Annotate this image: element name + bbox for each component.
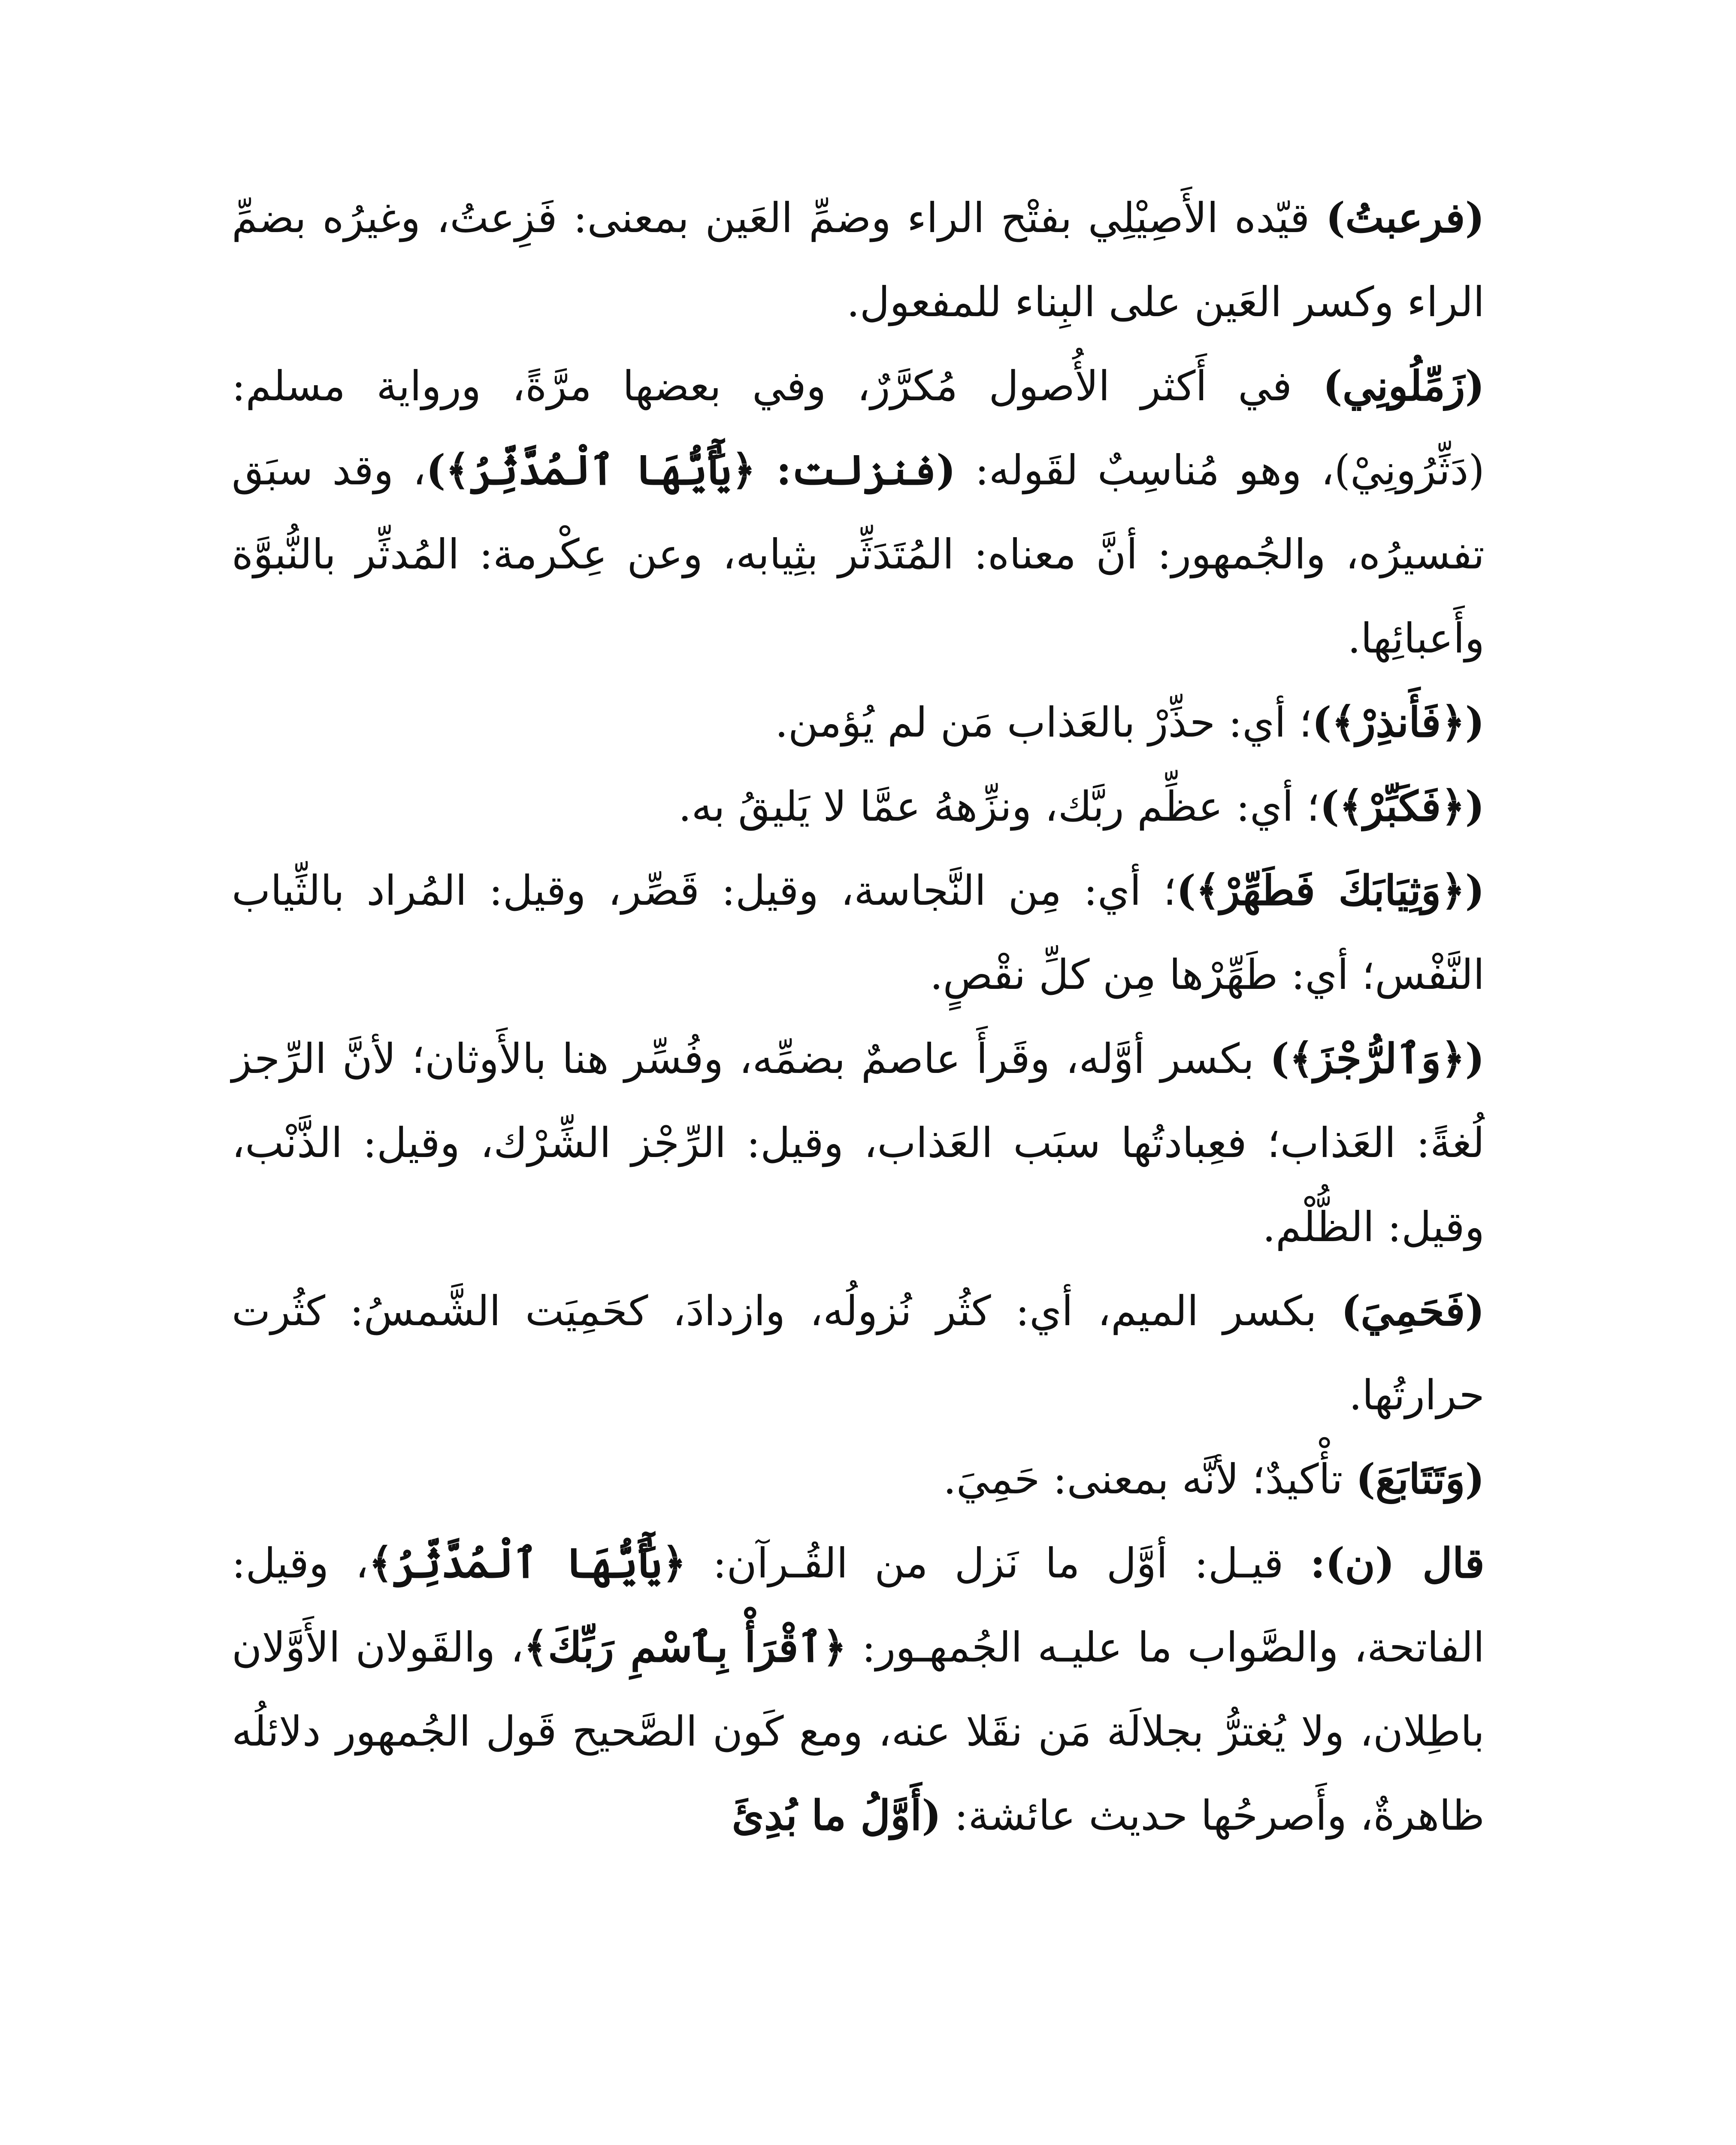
- paragraph-fariabtu: [232, 176, 1485, 344]
- lemma-fahamiya: (فَحَمِيَ): [1341, 1287, 1485, 1335]
- paragraph-text: قيـل: أوَّل ما نَزل من القُـرآن:: [686, 1539, 1310, 1587]
- quran-verse-fa-andhir: (﴿فَأَنذِرْ﴾): [1312, 698, 1485, 746]
- quran-verse-fa-kabbir: (﴿فَكَبِّرْ﴾): [1319, 782, 1485, 831]
- paragraph-qala-nawawi: [232, 1521, 1485, 1858]
- quran-verse-muddaththir: (فنزلت: ﴿يَٰٓأَيُّهَا ٱلْمُدَّثِّرُ﴾): [426, 446, 956, 494]
- paragraph-text: ؛ أي: عظِّم ربَّك، ونزِّههُ عمَّا لا يَليقُ به.: [678, 782, 1320, 831]
- paragraph-text: قيّده الأَصِيْلِي بفتْح الراء وضمِّ العَين بمعنى: فَزِعتُ، وغيرُه بضمِّ الراء وكسر العَين على البِناء للمفعول.: [232, 194, 1485, 326]
- paragraph-text: ، وقيل: الفاتحة، والصَّواب ما عليـه الجُمهـور:: [232, 1539, 1485, 1671]
- lemma-qala-n: قال (ن):: [1310, 1539, 1485, 1587]
- lemma-tatabaa: (وَتَتَابَعَ): [1356, 1455, 1485, 1503]
- paragraph-thiyabaka: [232, 849, 1485, 1017]
- lemma-zammiluni: (زَمِّلُونِي): [1323, 362, 1485, 410]
- paragraph-text: ؛ أي: مِن النَّجاسة، وقيل: قَصِّر، وقيل: المُراد بالثِّياب النَّفْس؛ أي: طَهِّرْها مِن كلِّ نقْصٍ.: [232, 867, 1485, 999]
- paragraph-text: تأْكيدٌ؛ لأنَّه بمعنى: حَمِيَ.: [943, 1455, 1356, 1503]
- paragraph-text: ؛ أي: حذِّرْ بالعَذاب مَن لم يُؤمن.: [775, 698, 1313, 746]
- paragraph-fa-kabbir: [232, 764, 1485, 849]
- quran-verse-thiyabaka: (﴿وَثِيَابَكَ فَطَهِّرْ﴾): [1176, 866, 1485, 915]
- paragraph-fahamiya: [232, 1269, 1485, 1437]
- paragraph-text: ، والقَولان الأَوَّلان باطِلان، ولا يُغترُّ بجلالَة مَن نقَلا عنه، ومع كَون الصَّحيح قَول الجُمهور دلائلُه ظاهرةٌ، وأَصرحُها حديث عائشة:: [232, 1623, 1485, 1840]
- lemma-fariabtu: (فرعبتُ): [1325, 193, 1485, 242]
- main-text: [232, 176, 1485, 1858]
- quran-verse-rujz: (﴿وَٱلرُّجْزَ﴾): [1270, 1034, 1485, 1083]
- paragraph-text: بكسر أوَّله، وقَرأَ عاصمٌ بضمِّه، وفُسِّر هنا بالأَوثان؛ لأنَّ الرِّجز لُغةً: العَذاب؛ فعِبادتُها سبَب العَذاب، وقيل: الرِّجْز الشِّرْك، وقيل: الذَّنْب، وقيل: الظُّلْم.: [232, 1035, 1485, 1251]
- paragraph-text: في أَكثر الأُصول مُكرَّرٌ، وفي بعضها مرَّةً، ورواية مسلم: (دَثِّرُونِيْ)، وهو مُناسِبٌ لقَوله:: [232, 362, 1485, 494]
- paragraph-rujz: [232, 1017, 1485, 1269]
- paragraph-tatabaa: [232, 1437, 1485, 1521]
- hadith-quote-start: (أَوَّلُ ما بُدِئَ: [732, 1791, 941, 1840]
- paragraph-fa-andhir: [232, 680, 1485, 764]
- paragraph-text: بكسر الميم، أي: كثُر نُزولُه، وازدادَ، كحَمِيَت الشَّمسُ: كثُرت حرارتُها.: [232, 1287, 1485, 1419]
- quran-verse-iqra: ﴿ٱقْرَأْ بِٱسْمِ رَبِّكَ﴾: [523, 1623, 847, 1671]
- paragraph-zammiluni: [232, 344, 1485, 680]
- quran-verse-muddaththir: ﴿يَٰٓأَيُّهَا ٱلْمُدَّثِّرُ﴾: [369, 1539, 687, 1587]
- paragraph-text: ، وقد سبَق تفسيرُه، والجُمهور: أنَّ معناه: المُتَدَثِّر بثِيابه، وعن عِكْرمة: المُدثِّر بالنُّبوَّة وأَعبائِها.: [232, 446, 1485, 662]
